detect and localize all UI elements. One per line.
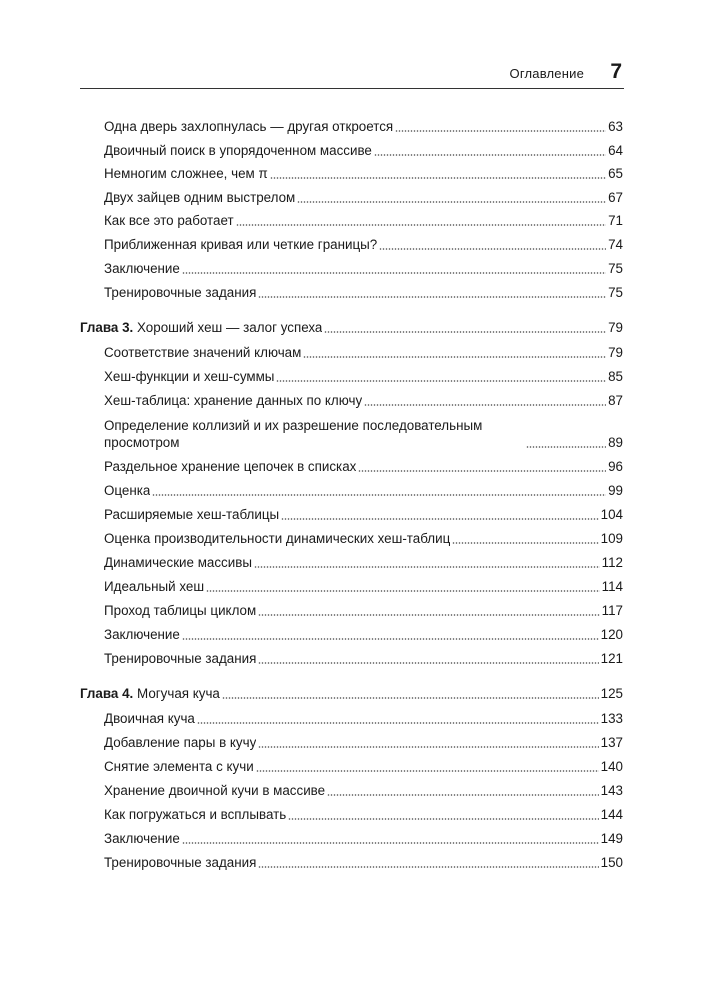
toc-entry-page: 137	[600, 735, 623, 750]
toc-entry-page: 75	[608, 285, 623, 300]
toc-chapter-entry[interactable]	[80, 685, 623, 702]
toc-entry[interactable]	[104, 165, 623, 182]
toc-entry-title: Заключение	[104, 627, 180, 642]
leader-dots	[374, 154, 606, 156]
toc-entry-page: 121	[600, 651, 623, 666]
chapter-label: Глава 3.	[80, 320, 134, 335]
toc-entry-title: Хеш-функции и хеш-суммы	[104, 369, 275, 384]
toc-entry-title: Двух зайцев одним выстрелом	[104, 190, 296, 205]
toc-entry-title: Оценка	[104, 483, 151, 498]
toc-entry-page: 112	[601, 555, 623, 570]
page-number: 7	[610, 60, 622, 83]
toc-entry[interactable]	[104, 118, 623, 135]
toc-entry-title: Добавление пары в кучу	[104, 735, 257, 750]
toc-entry[interactable]	[104, 236, 623, 253]
leader-dots	[303, 356, 606, 358]
toc-entry-page: 79	[608, 345, 623, 360]
toc-entry-page: 75	[608, 261, 623, 276]
toc-entry-page: 65	[608, 166, 623, 181]
toc-entry[interactable]	[104, 344, 623, 361]
toc-entry-title: Идеальный хеш	[104, 579, 205, 594]
toc-entry-page: 114	[601, 579, 623, 594]
toc-entry[interactable]	[104, 782, 623, 799]
toc-entry-title: Проход таблицы циклом	[104, 603, 257, 618]
leader-dots	[276, 380, 606, 382]
toc-entry-title: Двоичный поиск в упорядоченном массиве	[104, 143, 372, 158]
section-title: Оглавление	[509, 66, 584, 81]
toc-entry-title: Тренировочные задания	[104, 651, 257, 666]
leader-dots	[197, 722, 599, 724]
toc-entry-title: Как погружаться и всплывать	[104, 807, 287, 822]
leader-dots	[379, 248, 606, 250]
toc-entry[interactable]	[104, 710, 623, 727]
toc-entry[interactable]	[104, 506, 623, 523]
toc-entry-title: Приближенная кривая или четкие границы?	[104, 237, 378, 252]
toc-entry-page: 87	[608, 393, 623, 408]
toc-entry-title: Снятие элемента с кучи	[104, 759, 254, 774]
toc-entry-title: Заключение	[104, 831, 180, 846]
toc-entry-page: 133	[600, 711, 623, 726]
chapter-label: Глава 4.	[80, 686, 134, 701]
toc-entry[interactable]	[104, 142, 623, 159]
toc-entry[interactable]	[104, 602, 623, 619]
toc-entry-page: 74	[608, 237, 623, 252]
toc-entry-title: Тренировочные задания	[104, 855, 257, 870]
toc-entry-page: 104	[600, 507, 623, 522]
toc-entry[interactable]	[104, 458, 623, 475]
toc-entry-page: 109	[600, 531, 623, 546]
toc-entry[interactable]	[104, 650, 623, 667]
toc-entry[interactable]	[104, 482, 623, 499]
toc-entry[interactable]	[104, 758, 623, 775]
toc-entry-page: 63	[608, 119, 623, 134]
leader-dots	[258, 662, 598, 664]
toc-entry[interactable]	[104, 392, 623, 409]
leader-dots	[182, 272, 606, 274]
leader-dots	[236, 224, 606, 226]
toc-entry[interactable]	[104, 530, 623, 547]
leader-dots	[258, 614, 599, 616]
toc-entry-page: 96	[608, 459, 623, 474]
toc-entry[interactable]	[104, 417, 623, 451]
toc-entry[interactable]	[104, 578, 623, 595]
leader-dots	[297, 201, 606, 203]
toc-entry[interactable]	[104, 368, 623, 385]
toc-chapter-title	[80, 685, 220, 702]
toc-entry-page: 125	[600, 686, 623, 701]
toc-entry-page: 71	[608, 213, 623, 228]
leader-dots	[222, 697, 599, 699]
toc-entry[interactable]	[104, 626, 623, 643]
toc-entry-title: Заключение	[104, 261, 180, 276]
leader-dots	[258, 866, 598, 868]
leader-dots	[256, 770, 599, 772]
toc-entry[interactable]	[104, 854, 623, 871]
leader-dots	[395, 130, 606, 132]
leader-dots	[258, 746, 598, 748]
leader-dots	[327, 794, 599, 796]
toc-entry-title: Двоичная куча	[104, 711, 195, 726]
toc-entry-page: 150	[600, 855, 623, 870]
leader-dots	[358, 470, 606, 472]
toc-chapter-title	[80, 319, 322, 336]
toc-entry-title: Раздельное хранение цепочек в списках	[104, 459, 357, 474]
leader-dots	[152, 494, 606, 496]
toc-entry-title: Хеш-таблица: хранение данных по ключу	[104, 393, 363, 408]
toc-entry-page: 117	[601, 603, 623, 618]
toc-entry[interactable]	[104, 284, 623, 301]
leader-dots	[182, 842, 599, 844]
toc-entry[interactable]	[104, 554, 623, 571]
toc-entry-page: 67	[608, 190, 623, 205]
toc-entry-page: 64	[608, 143, 623, 158]
toc-entry-page: 85	[608, 369, 623, 384]
toc-entry[interactable]	[104, 260, 623, 277]
leader-dots	[281, 518, 599, 520]
toc-entry-title: Тренировочные задания	[104, 285, 257, 300]
toc-entry[interactable]	[104, 830, 623, 847]
leader-dots	[206, 590, 600, 592]
leader-dots	[270, 177, 606, 179]
leader-dots	[182, 638, 599, 640]
chapter-name: Могучая куча	[137, 686, 220, 701]
toc-entry[interactable]	[104, 212, 623, 229]
toc-chapter-entry[interactable]	[80, 319, 623, 336]
toc-entry-title: Определение коллизий и их разрешение последовательным просмотром	[104, 418, 483, 450]
toc-entry-page: 99	[608, 483, 623, 498]
toc-entry-page: 144	[600, 807, 623, 822]
toc-entry[interactable]	[104, 734, 623, 751]
toc-entry-page: 89	[608, 435, 623, 450]
toc-entry-title: Оценка производительности динамических хеш-таблиц	[104, 531, 451, 546]
leader-dots	[526, 446, 606, 448]
toc-entry-title: Как все это работает	[104, 213, 234, 228]
chapter-name: Хороший хеш — залог успеха	[137, 320, 323, 335]
leader-dots	[364, 404, 606, 406]
toc-entry[interactable]	[104, 806, 623, 823]
toc-entry-title: Расширяемые хеш-таблицы	[104, 507, 280, 522]
toc-entry[interactable]	[104, 189, 623, 206]
toc-entry-page: 149	[600, 831, 623, 846]
toc-entry-page: 140	[600, 759, 623, 774]
toc-entry-title: Немногим сложнее, чем π	[104, 166, 268, 181]
toc-entry-title: Хранение двоичной кучи в массиве	[104, 783, 326, 798]
leader-dots	[288, 818, 598, 820]
toc-entry-title: Динамические массивы	[104, 555, 252, 570]
toc-entry-title: Одна дверь захлопнулась — другая откроется	[104, 119, 394, 134]
toc-entry-title: Соответствие значений ключам	[104, 345, 302, 360]
toc-entry-page: 143	[600, 783, 623, 798]
toc-entry-page: 120	[600, 627, 623, 642]
leader-dots	[258, 296, 606, 298]
leader-dots	[254, 566, 600, 568]
toc-entry-page: 79	[608, 320, 623, 335]
leader-dots	[324, 331, 606, 333]
leader-dots	[452, 542, 598, 544]
